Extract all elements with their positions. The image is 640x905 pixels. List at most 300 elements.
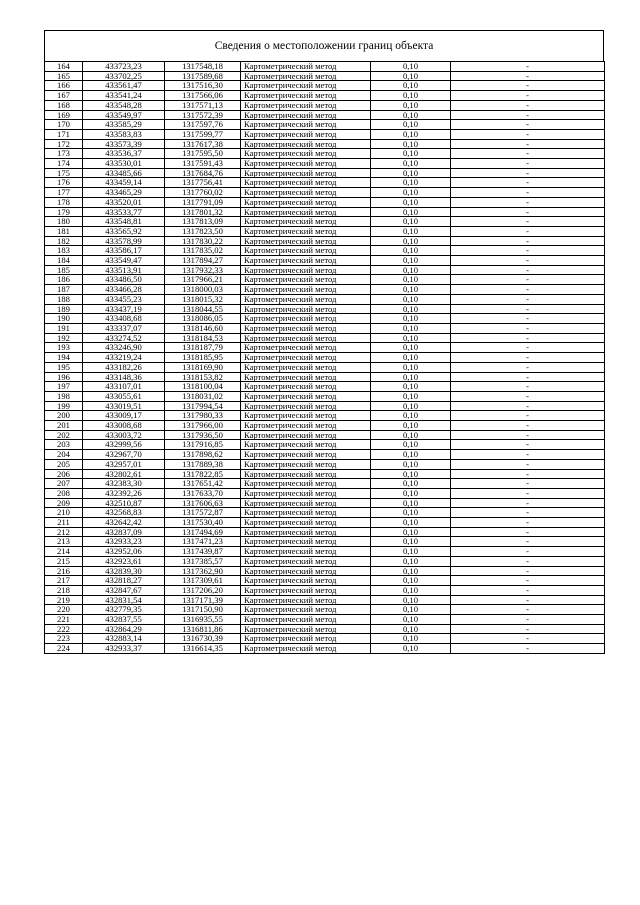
accuracy-cell: 0,10 xyxy=(371,188,451,198)
x-coordinate-cell: 433486,50 xyxy=(83,275,165,285)
table-row xyxy=(45,634,605,644)
accuracy-cell: 0,10 xyxy=(371,149,451,159)
accuracy-cell: 0,10 xyxy=(371,265,451,275)
accuracy-cell: 0,10 xyxy=(371,62,451,72)
accuracy-cell: 0,10 xyxy=(371,634,451,644)
table-row xyxy=(45,159,605,169)
table-row xyxy=(45,207,605,217)
point-number-cell: 217 xyxy=(45,576,83,586)
table-row xyxy=(45,440,605,450)
description-cell: - xyxy=(451,246,605,256)
method-cell: Картометрический метод xyxy=(241,459,371,469)
x-coordinate-cell: 433455,23 xyxy=(83,294,165,304)
point-number-cell: 208 xyxy=(45,488,83,498)
method-cell: Картометрический метод xyxy=(241,401,371,411)
method-cell: Картометрический метод xyxy=(241,605,371,615)
description-cell: - xyxy=(451,595,605,605)
x-coordinate-cell: 433219,24 xyxy=(83,353,165,363)
accuracy-cell: 0,10 xyxy=(371,71,451,81)
x-coordinate-cell: 433246,90 xyxy=(83,343,165,353)
point-number-cell: 182 xyxy=(45,236,83,246)
x-coordinate-cell: 433459,14 xyxy=(83,178,165,188)
description-cell: - xyxy=(451,430,605,440)
table-row xyxy=(45,459,605,469)
description-cell: - xyxy=(451,129,605,139)
point-number-cell: 184 xyxy=(45,256,83,266)
point-number-cell: 167 xyxy=(45,91,83,101)
y-coordinate-cell: 1317171,39 xyxy=(165,595,241,605)
description-cell: - xyxy=(451,547,605,557)
method-cell: Картометрический метод xyxy=(241,149,371,159)
y-coordinate-cell: 1317572,87 xyxy=(165,508,241,518)
table-row xyxy=(45,314,605,324)
table-row xyxy=(45,81,605,91)
accuracy-cell: 0,10 xyxy=(371,411,451,421)
x-coordinate-cell: 433003,72 xyxy=(83,430,165,440)
method-cell: Картометрический метод xyxy=(241,129,371,139)
y-coordinate-cell: 1317617,38 xyxy=(165,139,241,149)
table-row xyxy=(45,149,605,159)
point-number-cell: 178 xyxy=(45,197,83,207)
accuracy-cell: 0,10 xyxy=(371,450,451,460)
x-coordinate-cell: 433466,28 xyxy=(83,285,165,295)
method-cell: Картометрический метод xyxy=(241,197,371,207)
description-cell: - xyxy=(451,294,605,304)
accuracy-cell: 0,10 xyxy=(371,498,451,508)
method-cell: Картометрический метод xyxy=(241,382,371,392)
y-coordinate-cell: 1317362,90 xyxy=(165,566,241,576)
point-number-cell: 204 xyxy=(45,450,83,460)
accuracy-cell: 0,10 xyxy=(371,100,451,110)
point-number-cell: 212 xyxy=(45,527,83,537)
point-number-cell: 183 xyxy=(45,246,83,256)
table-row xyxy=(45,246,605,256)
accuracy-cell: 0,10 xyxy=(371,401,451,411)
method-cell: Картометрический метод xyxy=(241,615,371,625)
description-cell: - xyxy=(451,479,605,489)
x-coordinate-cell: 433565,92 xyxy=(83,226,165,236)
x-coordinate-cell: 433548,28 xyxy=(83,100,165,110)
x-coordinate-cell: 432837,09 xyxy=(83,527,165,537)
document-page xyxy=(44,30,604,654)
x-coordinate-cell: 432510,87 xyxy=(83,498,165,508)
description-cell: - xyxy=(451,71,605,81)
description-cell: - xyxy=(451,527,605,537)
description-cell: - xyxy=(451,314,605,324)
table-row xyxy=(45,129,605,139)
method-cell: Картометрический метод xyxy=(241,110,371,120)
description-cell: - xyxy=(451,120,605,130)
description-cell: - xyxy=(451,323,605,333)
method-cell: Картометрический метод xyxy=(241,566,371,576)
table-row xyxy=(45,62,605,72)
point-number-cell: 216 xyxy=(45,566,83,576)
method-cell: Картометрический метод xyxy=(241,333,371,343)
y-coordinate-cell: 1318031,02 xyxy=(165,391,241,401)
table-row xyxy=(45,382,605,392)
x-coordinate-cell: 432839,30 xyxy=(83,566,165,576)
description-cell: - xyxy=(451,178,605,188)
point-number-cell: 187 xyxy=(45,285,83,295)
point-number-cell: 201 xyxy=(45,421,83,431)
point-number-cell: 169 xyxy=(45,110,83,120)
accuracy-cell: 0,10 xyxy=(371,479,451,489)
accuracy-cell: 0,10 xyxy=(371,595,451,605)
table-row xyxy=(45,605,605,615)
point-number-cell: 223 xyxy=(45,634,83,644)
y-coordinate-cell: 1316935,55 xyxy=(165,615,241,625)
x-coordinate-cell: 433548,81 xyxy=(83,217,165,227)
point-number-cell: 202 xyxy=(45,430,83,440)
method-cell: Картометрический метод xyxy=(241,585,371,595)
x-coordinate-cell: 433586,17 xyxy=(83,246,165,256)
y-coordinate-cell: 1317966,00 xyxy=(165,421,241,431)
point-number-cell: 196 xyxy=(45,372,83,382)
y-coordinate-cell: 1317916,85 xyxy=(165,440,241,450)
description-cell: - xyxy=(451,256,605,266)
accuracy-cell: 0,10 xyxy=(371,537,451,547)
method-cell: Картометрический метод xyxy=(241,518,371,528)
method-cell: Картометрический метод xyxy=(241,488,371,498)
x-coordinate-cell: 432933,37 xyxy=(83,644,165,654)
table-row xyxy=(45,595,605,605)
coordinates-table xyxy=(44,61,605,654)
x-coordinate-cell: 432802,61 xyxy=(83,469,165,479)
table-row xyxy=(45,343,605,353)
description-cell: - xyxy=(451,207,605,217)
point-number-cell: 222 xyxy=(45,624,83,634)
accuracy-cell: 0,10 xyxy=(371,285,451,295)
method-cell: Картометрический метод xyxy=(241,265,371,275)
table-row xyxy=(45,304,605,314)
y-coordinate-cell: 1318146,60 xyxy=(165,323,241,333)
y-coordinate-cell: 1317589,68 xyxy=(165,71,241,81)
x-coordinate-cell: 432952,06 xyxy=(83,547,165,557)
y-coordinate-cell: 1317966,21 xyxy=(165,275,241,285)
method-cell: Картометрический метод xyxy=(241,71,371,81)
x-coordinate-cell: 433573,39 xyxy=(83,139,165,149)
accuracy-cell: 0,10 xyxy=(371,294,451,304)
description-cell: - xyxy=(451,537,605,547)
table-row xyxy=(45,100,605,110)
table-row xyxy=(45,217,605,227)
y-coordinate-cell: 1317591,43 xyxy=(165,159,241,169)
y-coordinate-cell: 1317756,41 xyxy=(165,178,241,188)
method-cell: Картометрический метод xyxy=(241,391,371,401)
table-row xyxy=(45,537,605,547)
x-coordinate-cell: 432967,70 xyxy=(83,450,165,460)
y-coordinate-cell: 1317801,32 xyxy=(165,207,241,217)
x-coordinate-cell: 432883,14 xyxy=(83,634,165,644)
x-coordinate-cell: 432847,67 xyxy=(83,585,165,595)
table-row xyxy=(45,372,605,382)
x-coordinate-cell: 433549,97 xyxy=(83,110,165,120)
x-coordinate-cell: 433561,47 xyxy=(83,81,165,91)
accuracy-cell: 0,10 xyxy=(371,488,451,498)
y-coordinate-cell: 1317823,50 xyxy=(165,226,241,236)
y-coordinate-cell: 1317835,02 xyxy=(165,246,241,256)
method-cell: Картометрический метод xyxy=(241,207,371,217)
description-cell: - xyxy=(451,634,605,644)
description-cell: - xyxy=(451,353,605,363)
point-number-cell: 194 xyxy=(45,353,83,363)
x-coordinate-cell: 433533,77 xyxy=(83,207,165,217)
method-cell: Картометрический метод xyxy=(241,217,371,227)
description-cell: - xyxy=(451,469,605,479)
table-row xyxy=(45,168,605,178)
description-cell: - xyxy=(451,110,605,120)
point-number-cell: 198 xyxy=(45,391,83,401)
description-cell: - xyxy=(451,226,605,236)
point-number-cell: 203 xyxy=(45,440,83,450)
accuracy-cell: 0,10 xyxy=(371,275,451,285)
method-cell: Картометрический метод xyxy=(241,469,371,479)
point-number-cell: 173 xyxy=(45,149,83,159)
x-coordinate-cell: 433148,36 xyxy=(83,372,165,382)
x-coordinate-cell: 432392,26 xyxy=(83,488,165,498)
point-number-cell: 181 xyxy=(45,226,83,236)
description-cell: - xyxy=(451,450,605,460)
method-cell: Картометрический метод xyxy=(241,440,371,450)
x-coordinate-cell: 432923,61 xyxy=(83,556,165,566)
accuracy-cell: 0,10 xyxy=(371,547,451,557)
y-coordinate-cell: 1318187,79 xyxy=(165,343,241,353)
y-coordinate-cell: 1317606,63 xyxy=(165,498,241,508)
y-coordinate-cell: 1317760,02 xyxy=(165,188,241,198)
x-coordinate-cell: 433019,51 xyxy=(83,401,165,411)
table-row xyxy=(45,644,605,654)
description-cell: - xyxy=(451,391,605,401)
description-cell: - xyxy=(451,275,605,285)
accuracy-cell: 0,10 xyxy=(371,576,451,586)
table-row xyxy=(45,624,605,634)
y-coordinate-cell: 1318044,55 xyxy=(165,304,241,314)
method-cell: Картометрический метод xyxy=(241,576,371,586)
y-coordinate-cell: 1317599,77 xyxy=(165,129,241,139)
description-cell: - xyxy=(451,197,605,207)
accuracy-cell: 0,10 xyxy=(371,110,451,120)
x-coordinate-cell: 433520,01 xyxy=(83,197,165,207)
description-cell: - xyxy=(451,644,605,654)
y-coordinate-cell: 1317548,18 xyxy=(165,62,241,72)
point-number-cell: 188 xyxy=(45,294,83,304)
y-coordinate-cell: 1316811,86 xyxy=(165,624,241,634)
point-number-cell: 191 xyxy=(45,323,83,333)
accuracy-cell: 0,10 xyxy=(371,391,451,401)
x-coordinate-cell: 432933,23 xyxy=(83,537,165,547)
method-cell: Картометрический метод xyxy=(241,294,371,304)
table-row xyxy=(45,576,605,586)
method-cell: Картометрический метод xyxy=(241,527,371,537)
method-cell: Картометрический метод xyxy=(241,343,371,353)
y-coordinate-cell: 1317471,23 xyxy=(165,537,241,547)
y-coordinate-cell: 1317980,33 xyxy=(165,411,241,421)
x-coordinate-cell: 432864,29 xyxy=(83,624,165,634)
point-number-cell: 186 xyxy=(45,275,83,285)
table-row xyxy=(45,188,605,198)
description-cell: - xyxy=(451,566,605,576)
point-number-cell: 174 xyxy=(45,159,83,169)
method-cell: Картометрический метод xyxy=(241,508,371,518)
accuracy-cell: 0,10 xyxy=(371,178,451,188)
table-row xyxy=(45,178,605,188)
description-cell: - xyxy=(451,188,605,198)
point-number-cell: 214 xyxy=(45,547,83,557)
accuracy-cell: 0,10 xyxy=(371,207,451,217)
description-cell: - xyxy=(451,508,605,518)
table-row xyxy=(45,585,605,595)
table-row xyxy=(45,469,605,479)
y-coordinate-cell: 1318153,82 xyxy=(165,372,241,382)
description-cell: - xyxy=(451,605,605,615)
x-coordinate-cell: 433274,52 xyxy=(83,333,165,343)
accuracy-cell: 0,10 xyxy=(371,226,451,236)
table-row xyxy=(45,139,605,149)
x-coordinate-cell: 433541,24 xyxy=(83,91,165,101)
point-number-cell: 200 xyxy=(45,411,83,421)
method-cell: Картометрический метод xyxy=(241,246,371,256)
description-cell: - xyxy=(451,168,605,178)
accuracy-cell: 0,10 xyxy=(371,168,451,178)
description-cell: - xyxy=(451,624,605,634)
table-row xyxy=(45,71,605,81)
y-coordinate-cell: 1317936,50 xyxy=(165,430,241,440)
point-number-cell: 221 xyxy=(45,615,83,625)
x-coordinate-cell: 433008,68 xyxy=(83,421,165,431)
description-cell: - xyxy=(451,265,605,275)
accuracy-cell: 0,10 xyxy=(371,353,451,363)
accuracy-cell: 0,10 xyxy=(371,459,451,469)
point-number-cell: 213 xyxy=(45,537,83,547)
accuracy-cell: 0,10 xyxy=(371,469,451,479)
accuracy-cell: 0,10 xyxy=(371,508,451,518)
method-cell: Картометрический метод xyxy=(241,644,371,654)
point-number-cell: 175 xyxy=(45,168,83,178)
table-row xyxy=(45,236,605,246)
y-coordinate-cell: 1317684,76 xyxy=(165,168,241,178)
description-cell: - xyxy=(451,498,605,508)
point-number-cell: 189 xyxy=(45,304,83,314)
description-cell: - xyxy=(451,440,605,450)
description-cell: - xyxy=(451,488,605,498)
method-cell: Картометрический метод xyxy=(241,159,371,169)
table-row xyxy=(45,275,605,285)
table-title: Сведения о местоположении границ объекта xyxy=(44,30,604,61)
description-cell: - xyxy=(451,100,605,110)
method-cell: Картометрический метод xyxy=(241,372,371,382)
y-coordinate-cell: 1317571,13 xyxy=(165,100,241,110)
method-cell: Картометрический метод xyxy=(241,595,371,605)
point-number-cell: 193 xyxy=(45,343,83,353)
table-row xyxy=(45,450,605,460)
table-row xyxy=(45,566,605,576)
table-row xyxy=(45,401,605,411)
description-cell: - xyxy=(451,285,605,295)
method-cell: Картометрический метод xyxy=(241,120,371,130)
description-cell: - xyxy=(451,91,605,101)
accuracy-cell: 0,10 xyxy=(371,217,451,227)
accuracy-cell: 0,10 xyxy=(371,256,451,266)
accuracy-cell: 0,10 xyxy=(371,624,451,634)
point-number-cell: 164 xyxy=(45,62,83,72)
accuracy-cell: 0,10 xyxy=(371,343,451,353)
description-cell: - xyxy=(451,81,605,91)
y-coordinate-cell: 1317516,30 xyxy=(165,81,241,91)
accuracy-cell: 0,10 xyxy=(371,304,451,314)
x-coordinate-cell: 433583,83 xyxy=(83,129,165,139)
point-number-cell: 197 xyxy=(45,382,83,392)
y-coordinate-cell: 1317889,38 xyxy=(165,459,241,469)
table-row xyxy=(45,120,605,130)
point-number-cell: 211 xyxy=(45,518,83,528)
accuracy-cell: 0,10 xyxy=(371,372,451,382)
x-coordinate-cell: 433107,01 xyxy=(83,382,165,392)
y-coordinate-cell: 1317651,42 xyxy=(165,479,241,489)
y-coordinate-cell: 1318169,90 xyxy=(165,362,241,372)
table-row xyxy=(45,353,605,363)
accuracy-cell: 0,10 xyxy=(371,430,451,440)
method-cell: Картометрический метод xyxy=(241,100,371,110)
y-coordinate-cell: 1317566,06 xyxy=(165,91,241,101)
table-row xyxy=(45,527,605,537)
y-coordinate-cell: 1317530,40 xyxy=(165,518,241,528)
method-cell: Картометрический метод xyxy=(241,537,371,547)
table-row xyxy=(45,285,605,295)
y-coordinate-cell: 1317898,62 xyxy=(165,450,241,460)
table-row xyxy=(45,498,605,508)
point-number-cell: 219 xyxy=(45,595,83,605)
description-cell: - xyxy=(451,149,605,159)
y-coordinate-cell: 1318015,32 xyxy=(165,294,241,304)
point-number-cell: 215 xyxy=(45,556,83,566)
y-coordinate-cell: 1317385,57 xyxy=(165,556,241,566)
y-coordinate-cell: 1316730,39 xyxy=(165,634,241,644)
table-row xyxy=(45,488,605,498)
x-coordinate-cell: 433702,25 xyxy=(83,71,165,81)
x-coordinate-cell: 433723,23 xyxy=(83,62,165,72)
y-coordinate-cell: 1317494,69 xyxy=(165,527,241,537)
point-number-cell: 224 xyxy=(45,644,83,654)
x-coordinate-cell: 433530,01 xyxy=(83,159,165,169)
table-row xyxy=(45,430,605,440)
accuracy-cell: 0,10 xyxy=(371,421,451,431)
table-row xyxy=(45,265,605,275)
method-cell: Картометрический метод xyxy=(241,188,371,198)
method-cell: Картометрический метод xyxy=(241,314,371,324)
table-row xyxy=(45,391,605,401)
table-row xyxy=(45,556,605,566)
table-row xyxy=(45,362,605,372)
point-number-cell: 165 xyxy=(45,71,83,81)
y-coordinate-cell: 1317894,27 xyxy=(165,256,241,266)
x-coordinate-cell: 432383,30 xyxy=(83,479,165,489)
accuracy-cell: 0,10 xyxy=(371,159,451,169)
x-coordinate-cell: 433513,91 xyxy=(83,265,165,275)
y-coordinate-cell: 1317932,33 xyxy=(165,265,241,275)
description-cell: - xyxy=(451,62,605,72)
x-coordinate-cell: 432837,55 xyxy=(83,615,165,625)
y-coordinate-cell: 1317597,76 xyxy=(165,120,241,130)
point-number-cell: 218 xyxy=(45,585,83,595)
method-cell: Картометрический метод xyxy=(241,421,371,431)
description-cell: - xyxy=(451,518,605,528)
y-coordinate-cell: 1317150,90 xyxy=(165,605,241,615)
method-cell: Картометрический метод xyxy=(241,479,371,489)
table-row xyxy=(45,197,605,207)
point-number-cell: 176 xyxy=(45,178,83,188)
method-cell: Картометрический метод xyxy=(241,498,371,508)
x-coordinate-cell: 432568,83 xyxy=(83,508,165,518)
